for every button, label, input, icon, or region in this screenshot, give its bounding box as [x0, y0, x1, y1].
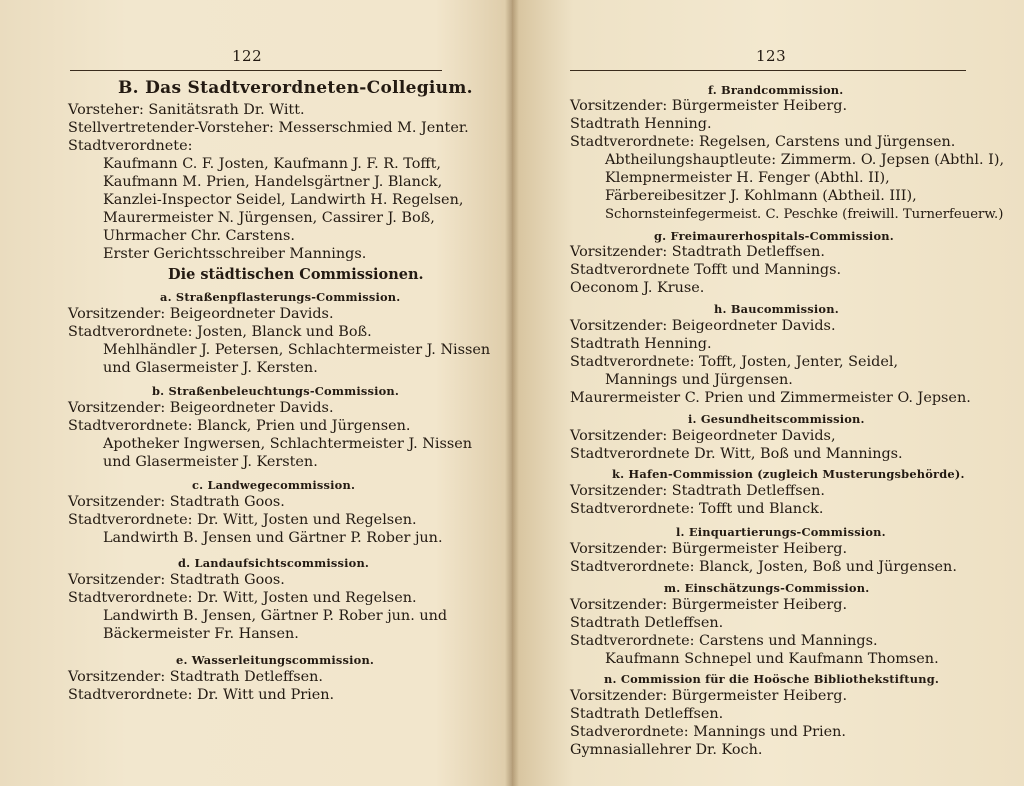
- commission-line: Maurermeister C. Prien und Zimmermeister O. Jepsen.: [570, 390, 971, 406]
- book-gutter: [505, 0, 519, 786]
- commission-line: Stadverordnete: Mannings und Prien.: [570, 724, 846, 740]
- commission-line: und Glasermeister J. Kersten.: [103, 454, 318, 470]
- commission-line: Landwirth B. Jensen, Gärtner P. Rober jun. und: [103, 608, 448, 624]
- commission-line: Stadtverordnete: Tofft und Blanck.: [570, 501, 824, 517]
- commission-title: c. Landwegecommission.: [192, 478, 356, 492]
- commission-line: Stadtverordnete: Regelsen, Carstens und Jürgensen.: [570, 134, 956, 150]
- commission-line: Bäckermeister Fr. Hansen.: [103, 626, 299, 642]
- commission-line: Stadtverordnete Dr. Witt, Boß und Mannings.: [570, 446, 903, 462]
- commission-line: Vorsitzender: Stadtrath Goos.: [68, 494, 285, 510]
- commission-line: Vorsitzender: Beigeordneter Davids.: [570, 318, 836, 334]
- commission-line: Gymnasiallehrer Dr. Koch.: [570, 742, 763, 758]
- stadtverordnete-label: Stadtverordnete:: [68, 138, 193, 154]
- commission-line: Stadtverordnete: Dr. Witt, Josten und Regelsen.: [68, 512, 417, 528]
- commission-line: Vorsitzender: Stadtrath Goos.: [68, 572, 285, 588]
- commission-title: l. Einquartierungs-Commission.: [676, 525, 886, 539]
- commission-title: f. Brandcommission.: [708, 83, 844, 97]
- commission-line: Färbereibesitzer J. Kohlmann (Abtheil. III),: [605, 188, 917, 204]
- commission-line: Vorsitzender: Beigeordneter Davids.: [68, 400, 334, 416]
- commission-title: g. Freimaurerhospitals-Commission.: [654, 229, 894, 243]
- member-line: Kanzlei-Inspector Seidel, Landwirth H. Regelsen,: [103, 192, 464, 208]
- section-title: B. Das Stadtverordneten-Collegium.: [118, 78, 473, 98]
- commission-title: a. Straßenpflasterungs-Commission.: [160, 290, 401, 304]
- commission-line: Vorsitzender: Bürgermeister Heiberg.: [570, 597, 848, 613]
- commission-line: Vorsitzender: Stadtrath Detleffsen.: [68, 669, 324, 685]
- commission-line: Stadtverordnete: Blanck, Josten, Boß und Jürgensen.: [570, 559, 957, 575]
- commission-line: Stadtverordnete Tofft und Mannings.: [570, 262, 842, 278]
- commission-title: i. Gesundheitscommission.: [688, 412, 865, 426]
- commission-line: Oeconom J. Kruse.: [570, 280, 705, 296]
- commission-line: Stadtverordnete: Dr. Witt, Josten und Regelsen.: [68, 590, 417, 606]
- commission-line: Vorsitzender: Beigeordneter Davids,: [570, 428, 836, 444]
- commission-line: Stadtverordnete: Tofft, Josten, Jenter, Seidel,: [570, 354, 899, 370]
- commission-line: Mehlhändler J. Petersen, Schlachtermeister J. Nissen: [103, 342, 491, 358]
- header-rule: [70, 70, 442, 71]
- member-line: Maurermeister N. Jürgensen, Cassirer J. Boß,: [103, 210, 435, 226]
- commission-line: Vorsitzender: Bürgermeister Heiberg.: [570, 688, 848, 704]
- member-line: Kaufmann C. F. Josten, Kaufmann J. F. R. Tofft,: [103, 156, 441, 172]
- commission-line: und Glasermeister J. Kersten.: [103, 360, 318, 376]
- commission-line: Apotheker Ingwersen, Schlachtermeister J. Nissen: [103, 436, 473, 452]
- commission-line: Stadtrath Henning.: [570, 336, 712, 352]
- commission-line: Abtheilungshauptleute: Zimmerm. O. Jepsen (Abthl. I),: [605, 152, 1005, 168]
- commission-line: Stadtverordnete: Blanck, Prien und Jürgensen.: [68, 418, 411, 434]
- commission-line: Vorsitzender: Stadtrath Detleffsen.: [570, 483, 826, 499]
- commission-line: Stadtrath Detleffsen.: [570, 615, 724, 631]
- commission-line: Klempnermeister H. Fenger (Abthl. II),: [605, 170, 890, 186]
- commission-title: b. Straßenbeleuchtungs-Commission.: [152, 384, 400, 398]
- commission-line: Stadtrath Detleffsen.: [570, 706, 724, 722]
- commission-line: Vorsitzender: Bürgermeister Heiberg.: [570, 541, 848, 557]
- commission-line: Vorsitzender: Beigeordneter Davids.: [68, 306, 334, 322]
- commission-line: Stadtverordnete: Carstens und Mannings.: [570, 633, 878, 649]
- member-line: Uhrmacher Chr. Carstens.: [103, 228, 295, 244]
- page-number-left: 122: [232, 47, 263, 65]
- commission-line: Mannings und Jürgensen.: [605, 372, 793, 388]
- commission-line: Kaufmann Schnepel und Kaufmann Thomsen.: [605, 651, 939, 667]
- page-number-right: 123: [756, 47, 787, 65]
- stellvertreter-line: Stellvertretender-Vorsteher: Messerschmied M. Jenter.: [68, 120, 469, 136]
- commission-line: Stadtverordnete: Josten, Blanck und Boß.: [68, 324, 372, 340]
- commission-title: e. Wasserleitungscommission.: [176, 653, 375, 667]
- commission-title: k. Hafen-Commission (zugleich Musterungsbehörde).: [612, 467, 965, 481]
- commissions-title: Die städtischen Commissionen.: [168, 266, 424, 283]
- right-page: [512, 0, 1024, 786]
- commission-line: Landwirth B. Jensen und Gärtner P. Rober jun.: [103, 530, 443, 546]
- commission-title: h. Baucommission.: [714, 302, 839, 316]
- header-rule: [570, 70, 966, 71]
- commission-line: Stadtrath Henning.: [570, 116, 712, 132]
- commission-title: d. Landaufsichtscommission.: [178, 556, 370, 570]
- commission-title: m. Einschätzungs-Commission.: [664, 581, 870, 595]
- commission-line: Stadtverordnete: Dr. Witt und Prien.: [68, 687, 335, 703]
- member-line: Erster Gerichtsschreiber Mannings.: [103, 246, 367, 262]
- member-line: Kaufmann M. Prien, Handelsgärtner J. Blanck,: [103, 174, 443, 190]
- commission-title: n. Commission für die Hoösche Bibliothekstiftung.: [604, 672, 940, 686]
- commission-line: Schornsteinfegermeist. C. Peschke (freiwill. Turnerfeuerw.): [605, 207, 1004, 222]
- commission-line: Vorsitzender: Bürgermeister Heiberg.: [570, 98, 848, 114]
- commission-line: Vorsitzender: Stadtrath Detleffsen.: [570, 244, 826, 260]
- vorsteher-line: Vorsteher: Sanitätsrath Dr. Witt.: [68, 102, 305, 118]
